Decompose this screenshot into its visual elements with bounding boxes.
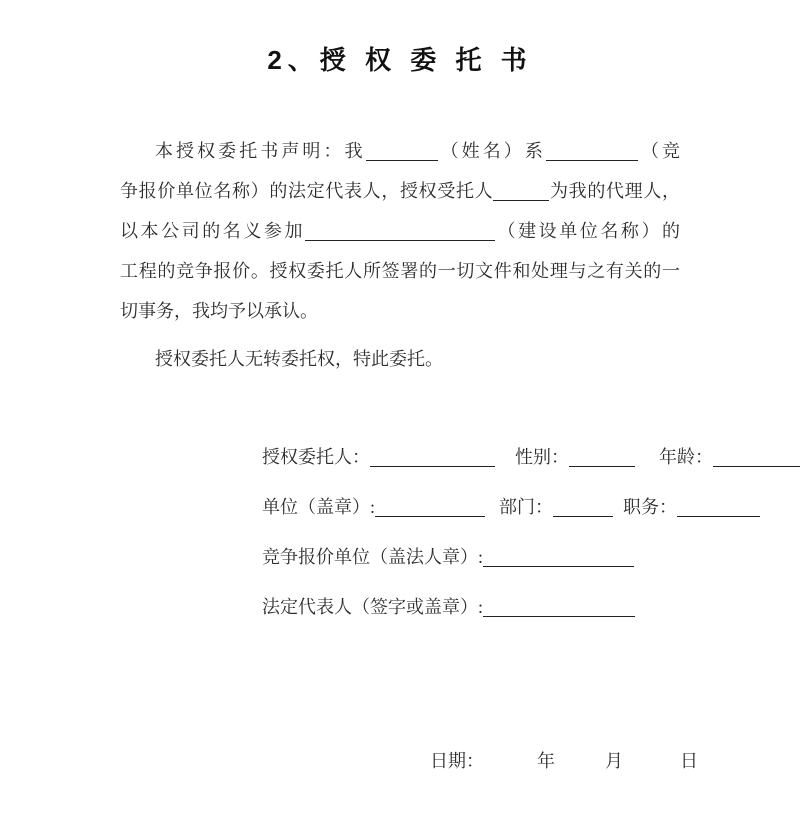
text-segment: 授权委托人： (262, 447, 370, 467)
signature-form (262, 437, 800, 627)
blank-field[interactable] (713, 455, 800, 467)
text-line (430, 741, 698, 781)
text-segment: 授权委托人无转委托权，特此委托。 (155, 349, 443, 369)
text-segment: （姓名）系 (437, 141, 546, 161)
spacer (613, 512, 623, 513)
text-segment: 单位（盖章）: (262, 497, 376, 517)
blank-field[interactable] (569, 455, 635, 467)
blank-field[interactable] (366, 149, 438, 161)
blank-field[interactable] (483, 605, 635, 617)
spacer (635, 462, 659, 463)
spacer (495, 462, 515, 463)
spacer (623, 766, 680, 767)
spacer (485, 512, 499, 513)
text-line (120, 131, 680, 171)
blank-field[interactable] (493, 189, 549, 201)
text-line (120, 291, 680, 331)
text-segment: 日 (680, 751, 698, 771)
text-segment: 日期： (430, 751, 484, 771)
spacer (555, 766, 605, 767)
text-segment: 切事务，我均予以承认。 (120, 301, 318, 321)
blank-field[interactable] (305, 229, 495, 241)
document-title: 2、授 权 委 托 书 (267, 45, 533, 75)
text-segment: 年 (537, 751, 555, 771)
blank-field[interactable] (483, 555, 634, 567)
text-line (262, 437, 800, 477)
date-line (120, 741, 698, 781)
text-line (120, 211, 680, 251)
text-segment: 部门： (499, 497, 554, 517)
text-segment: 年龄： (659, 447, 713, 467)
spacer (484, 766, 537, 767)
blank-field[interactable] (370, 455, 495, 467)
text-segment: （建设单位名称）的 (495, 221, 680, 241)
text-segment: 职务： (623, 497, 678, 517)
document-body (120, 131, 713, 781)
text-line (120, 171, 680, 211)
text-segment: 争报价单位名称）的法定代表人，授权受托人 (120, 181, 494, 201)
blank-field[interactable] (375, 505, 485, 517)
text-segment: 性别： (515, 447, 569, 467)
blank-field[interactable] (546, 149, 638, 161)
commitment-paragraph (120, 339, 680, 379)
text-segment: （竞 (637, 141, 681, 161)
text-segment: 竞争报价单位（盖法人章）: (262, 547, 483, 567)
declaration-paragraph (120, 131, 680, 331)
text-line (120, 339, 680, 379)
text-segment: 月 (605, 751, 623, 771)
text-line (262, 587, 800, 627)
text-line (120, 251, 680, 291)
text-segment: 为我的代理人， (549, 181, 681, 201)
text-segment: 本授权委托书声明：我 (155, 141, 366, 161)
blank-field[interactable] (553, 505, 613, 517)
text-line (262, 537, 800, 577)
text-segment: 以本公司的名义参加 (120, 221, 305, 241)
text-segment: 法定代表人（签字或盖章）: (262, 597, 483, 617)
text-segment: 工程的竞争报价。授权委托人所签署的一切文件和处理与之有关的一 (120, 261, 680, 281)
text-line (262, 487, 800, 527)
blank-field[interactable] (677, 505, 760, 517)
